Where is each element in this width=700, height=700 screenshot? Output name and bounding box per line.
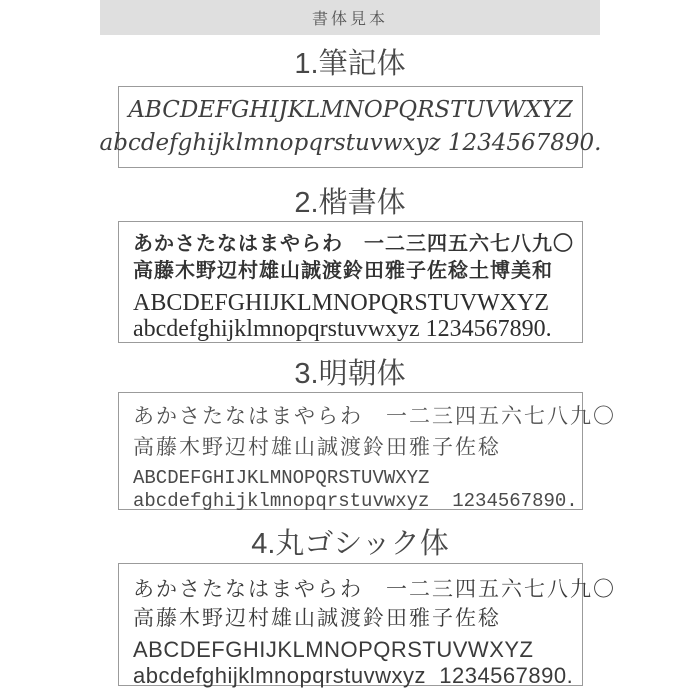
section-title-mincho: 3.明朝体: [294, 358, 406, 390]
kaisho-kana-number-line: あかさたなはまやらわ 一二三四五六七八九〇: [133, 233, 574, 255]
maru-gothic-kanji-line: 高藤木野辺村雄山誠渡鈴田雅子佐稔: [133, 607, 501, 630]
kaisho-lowercase-line: abcdefghijklmnopqrstuvwxyz 1234567890.: [133, 316, 552, 342]
mincho-lowercase-line: abcdefghijklmnopqrstuvwxyz 1234567890.: [133, 490, 578, 512]
kaisho-uppercase-line: ABCDEFGHIJKLMNOPQRSTUVWXYZ: [133, 290, 550, 316]
maru-gothic-kana-number-line: あかさたなはまやらわ 一二三四五六七八九〇: [133, 578, 616, 601]
mincho-kanji-line: 高藤木野辺村雄山誠渡鈴田雅子佐稔: [133, 435, 501, 459]
maru-gothic-lowercase-line: abcdefghijklmnopqrstuvwxyz 1234567890.: [133, 663, 574, 688]
font-sample-box-kaisho: [118, 221, 583, 343]
script-lowercase-line: abcdefghijklmnopqrstuvwxyz 1234567890.: [99, 130, 602, 156]
font-sample-box-mincho: [118, 392, 616, 512]
kaisho-kanji-line: 高藤木野辺村雄山誠渡鈴田雅子佐稔土博美和: [133, 260, 553, 282]
section-title-kaisho: 2.楷書体: [294, 187, 406, 219]
page-title: 書体見本: [311, 11, 388, 28]
mincho-kana-number-line: あかさたなはまやらわ 一二三四五六七八九〇: [133, 404, 616, 428]
maru-gothic-uppercase-line: ABCDEFGHIJKLMNOPQRSTUVWXYZ: [133, 637, 534, 662]
script-uppercase-line: ABCDEFGHIJKLMNOPQRSTUVWXYZ: [128, 97, 573, 123]
font-sample-box-maru-gothic: [118, 563, 616, 688]
font-sample-box-script: [99, 86, 602, 168]
header-bar: [100, 0, 600, 35]
section-title-script: 1.筆記体: [294, 48, 406, 80]
mincho-uppercase-line: ABCDEFGHIJKLMNOPQRSTUVWXYZ: [133, 467, 430, 489]
section-title-maru-gothic: 4.丸ゴシック体: [251, 528, 449, 560]
